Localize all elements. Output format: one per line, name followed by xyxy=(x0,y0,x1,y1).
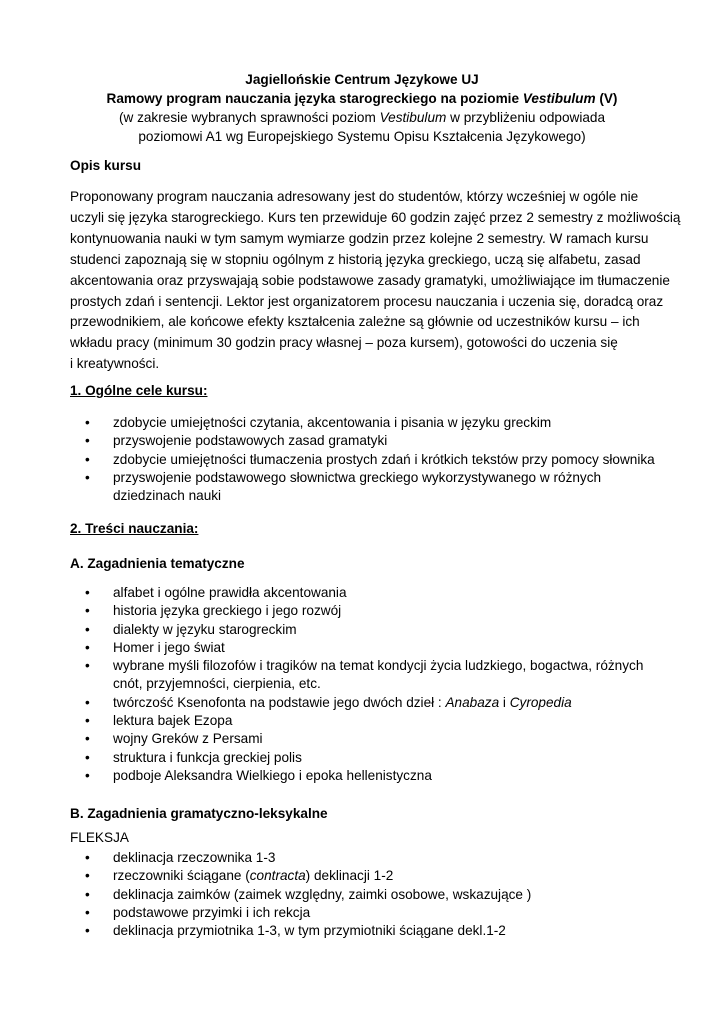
paragraph-line: i kreatywności. xyxy=(70,356,160,372)
bullet-icon: • xyxy=(85,603,90,619)
bullet-icon: • xyxy=(85,868,90,884)
list-item: • zdobycie umiejętności tłumaczenia prostych zdań i krótkich tekstów przy pomocy słownika xyxy=(85,451,655,469)
paragraph-line: kontynuowania nauki w tym samym wymiarze godzin przez kolejne 2 semestry. W ramach kursu xyxy=(70,230,649,246)
list-item: • przyswojenie podstawowych zasad gramatyki xyxy=(85,432,655,450)
program-subtitle-line2: poziomowi A1 wg Europejskiego Systemu Opisu Kształcenia Językowego) xyxy=(138,129,586,144)
contents-heading: 2. Treści nauczania: xyxy=(70,521,199,536)
bullet-icon: • xyxy=(85,904,90,920)
list-item: • historia języka greckiego i jego rozwój xyxy=(85,602,643,620)
course-description-paragraph xyxy=(70,187,690,375)
list-item: • zdobycie umiejętności czytania, akcentowania i pisania w języku greckim xyxy=(85,414,655,432)
list-item: • deklinacja przymiotnika 1-3, w tym przymiotniki ściągane dekl.1-2 xyxy=(85,922,531,940)
paragraph-line: prostych zdań i sentencji. Lektor jest organizatorem procesu nauczania i uczenia się, doradcą oraz xyxy=(70,293,664,309)
bullet-icon: • xyxy=(85,749,90,765)
paragraph-line: studenci zapoznają się w stopniu ogólnym z historią języka greckiego, uczą się alfabetu, zasad xyxy=(70,251,641,267)
bullet-icon: • xyxy=(85,585,90,600)
bullet-icon: • xyxy=(85,433,90,449)
bullet-icon: • xyxy=(85,639,90,655)
bullet-icon: • xyxy=(85,731,90,747)
institution-title: Jagiellońskie Centrum Językowe UJ xyxy=(245,72,479,87)
list-item: • Homer i jego świat xyxy=(85,639,643,657)
grammar-list xyxy=(85,849,531,940)
paragraph-line: przewodnikiem, ale końcowe efekty kształcenia zależne są głównie od uczestników kursu – ich xyxy=(70,314,640,330)
list-item: • przyswojenie podstawowego słownictwa greckiego wykorzystywanego w różnych dziedzinach nauki xyxy=(85,469,602,504)
bullet-icon: • xyxy=(85,415,90,430)
thematic-heading: A. Zagadnienia tematyczne xyxy=(70,556,245,571)
bullet-icon: • xyxy=(85,451,90,467)
bullet-icon: • xyxy=(85,850,90,865)
list-item: • wybrane myśli filozofów i tragików na temat kondycji życia ludzkiego, bogactwa, różnych cnót, przyjemności, cierpienia, etc. xyxy=(85,658,644,692)
list-item: • struktura i funkcja greckiej polis xyxy=(85,749,643,767)
bullet-icon: • xyxy=(85,886,90,902)
program-subtitle-line1: (w zakresie wybranych sprawności poziom Vestibulum w przybliżeniu odpowiada xyxy=(118,110,606,125)
list-item: • twórczość Ksenofonta na podstawie jego dwóch dzieł : Anabaza i Cyropedia xyxy=(85,694,643,712)
list-item: • wojny Greków z Persami xyxy=(85,730,643,748)
goals-list xyxy=(85,414,655,505)
paragraph-line: Proponowany program nauczania adresowany jest do studentów, którzy wcześniej w ogóle nie xyxy=(70,189,639,204)
bullet-icon: • xyxy=(85,621,90,637)
list-item: • dialekty w języku starogreckim xyxy=(85,621,643,639)
list-item: • deklinacja rzeczownika 1-3 xyxy=(85,849,531,867)
list-item: • podstawowe przyimki i ich rekcja xyxy=(85,904,531,922)
list-item: • deklinacja zaimków (zaimek względny, zaimki osobowe, wskazujące ) xyxy=(85,886,531,904)
bullet-icon: • xyxy=(85,658,90,674)
grammar-heading: B. Zagadnienia gramatyczno-leksykalne xyxy=(70,806,328,821)
list-item: • podboje Aleksandra Wielkiego i epoka hellenistyczna xyxy=(85,767,643,785)
list-item: • rzeczowniki ściągane (contracta) deklinacji 1-2 xyxy=(85,867,531,885)
bullet-icon: • xyxy=(85,713,90,729)
bullet-icon: • xyxy=(85,767,90,783)
paragraph-line: akcentowania oraz przyswajają sobie podstawowe zasady gramatyki, umożliwiające im tłumaczenie xyxy=(70,272,670,288)
list-item: • alfabet i ogólne prawidła akcentowania xyxy=(85,584,643,602)
goals-heading: 1. Ogólne cele kursu: xyxy=(70,383,208,398)
bullet-icon: • xyxy=(85,923,90,939)
list-item: • lektura bajek Ezopa xyxy=(85,712,643,730)
program-title: Ramowy program nauczania języka starogreckiego na poziomie Vestibulum (V) xyxy=(106,91,618,106)
paragraph-line: wkładu pracy (minimum 30 godzin pracy własnej – poza kursem), gotowości do uczenia się xyxy=(70,335,618,351)
document-header xyxy=(60,70,664,146)
bullet-icon: • xyxy=(85,694,90,710)
inflection-subheading: FLEKSJA xyxy=(70,830,129,845)
course-description-heading: Opis kursu xyxy=(70,158,142,173)
bullet-icon: • xyxy=(85,469,90,485)
thematic-list xyxy=(85,584,643,785)
paragraph-line: uczyli się języka starogreckiego. Kurs ten przewiduje 60 godzin zajęć przez 2 semestry z możliwością xyxy=(70,209,681,225)
